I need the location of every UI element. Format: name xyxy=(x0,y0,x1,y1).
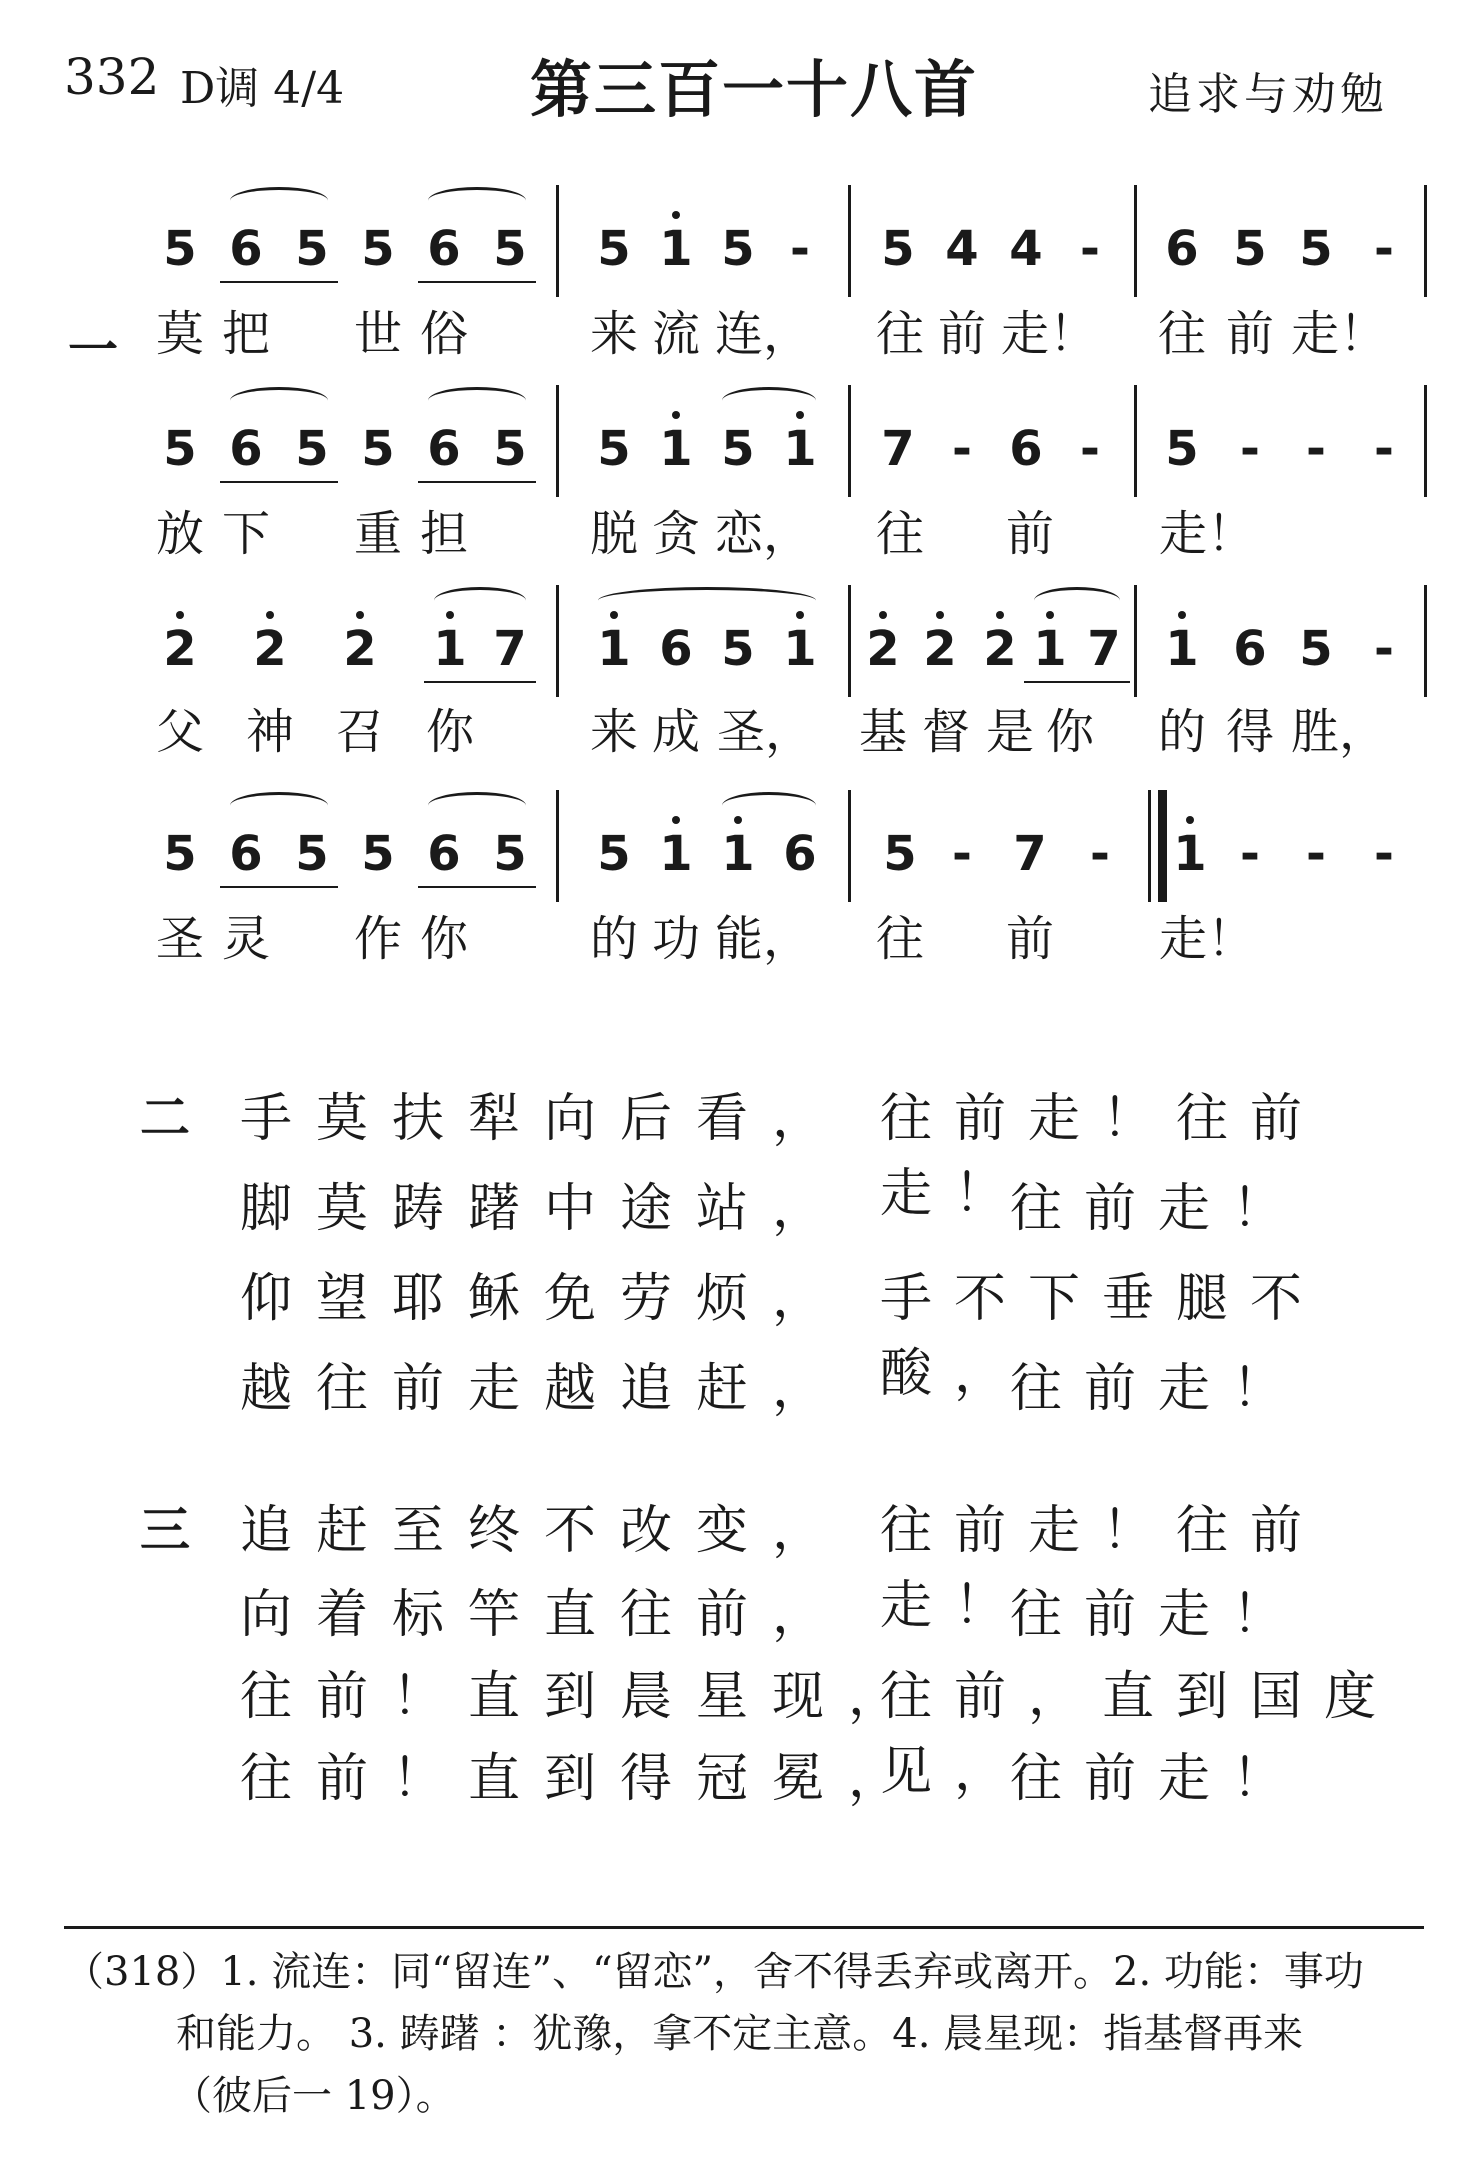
lyric-syllable: 作 xyxy=(353,911,402,967)
lyric-syllable: 放 xyxy=(155,506,204,562)
score-note: 5 xyxy=(163,221,197,277)
lyric-syllable: 贪 xyxy=(651,506,700,562)
lyric-syllable: 召 xyxy=(335,704,384,760)
score-note: 7 xyxy=(881,421,915,477)
score-note: - xyxy=(1374,221,1394,277)
barline xyxy=(556,585,559,697)
lyric-syllable: 胜， xyxy=(1291,704,1388,760)
score-note: 1 xyxy=(651,225,701,273)
lyric-syllable: 下 xyxy=(221,506,270,562)
score-note: 5 xyxy=(1299,221,1333,277)
score-note: - xyxy=(1374,421,1394,477)
score-note: 6 xyxy=(427,221,461,277)
score-note: 6 xyxy=(1009,421,1043,477)
score-note: - xyxy=(1240,826,1260,882)
tie-slur xyxy=(230,187,328,214)
lyric-syllable: 灵 xyxy=(221,911,270,967)
score-note: 1 xyxy=(775,425,825,473)
score-note: 5 xyxy=(721,421,755,477)
score-note: - xyxy=(1080,421,1100,477)
score-note: 5 xyxy=(361,826,395,882)
score-note: 5 xyxy=(295,826,329,882)
score-note: 6 xyxy=(1165,221,1199,277)
score-note: 1 xyxy=(651,425,701,473)
score-note: 7 xyxy=(1013,826,1047,882)
tie-slur xyxy=(428,187,526,214)
lyric-syllable: 恋， xyxy=(715,506,812,562)
barline xyxy=(556,185,559,297)
score-note: 6 xyxy=(1233,621,1267,677)
footnote-divider xyxy=(64,1926,1424,1929)
score-note: 5 xyxy=(881,221,915,277)
lyric-syllable: 父 xyxy=(155,704,204,760)
lyric-syllable: 担 xyxy=(419,506,468,562)
score-note: 5 xyxy=(493,421,527,477)
score-note: 5 xyxy=(597,826,631,882)
barline xyxy=(848,385,851,497)
eighth-note-underline xyxy=(418,481,536,483)
verse-2-line-4-left: 越往前走越追赶， xyxy=(240,1359,849,1419)
lyric-syllable: 脱 xyxy=(589,506,638,562)
score-note: 5 xyxy=(721,221,755,277)
lyric-syllable: 你 xyxy=(419,911,468,967)
score-note: 7 xyxy=(1087,621,1121,677)
lyric-syllable: 得 xyxy=(1225,704,1274,760)
hymn-theme: 追求与劝勉 xyxy=(1148,69,1388,120)
score-note: - xyxy=(1240,421,1260,477)
score-note: 5 xyxy=(295,421,329,477)
score-note: 6 xyxy=(229,421,263,477)
barline xyxy=(1424,185,1427,297)
score-note: 6 xyxy=(427,421,461,477)
lyric-syllable: 重 xyxy=(353,506,402,562)
score-note: 5 xyxy=(597,221,631,277)
lyric-syllable: 把 xyxy=(221,306,270,362)
key-signature: D调 4/4 xyxy=(180,63,345,114)
score-note: 6 xyxy=(783,826,817,882)
lyric-syllable: 往 xyxy=(875,911,924,967)
barline xyxy=(556,790,559,902)
verse-2-line-2-right: 往前走！ xyxy=(1010,1179,1307,1239)
lyric-syllable: 流 xyxy=(651,306,700,362)
lyric-syllable: 走！ xyxy=(1159,911,1256,967)
barline xyxy=(848,585,851,697)
verse-3-line-1-right: 往前走！往前走！ xyxy=(880,1501,1325,1636)
eighth-note-underline xyxy=(220,886,338,888)
lyric-syllable: 前 xyxy=(937,306,986,362)
lyric-syllable: 能， xyxy=(715,911,812,967)
lyric-syllable: 前 xyxy=(1005,911,1054,967)
lyric-syllable: 的 xyxy=(589,911,638,967)
score-note: 6 xyxy=(229,221,263,277)
score-note: 1 xyxy=(425,625,475,673)
verse-3-line-2-right: 往前走！ xyxy=(1010,1585,1307,1645)
lyric-syllable: 走！ xyxy=(1291,306,1388,362)
score-note: - xyxy=(1374,826,1394,882)
barline xyxy=(1134,185,1137,297)
score-note: 2 xyxy=(155,625,205,673)
score-note: 1 xyxy=(775,625,825,673)
tie-slur xyxy=(598,587,816,614)
barline xyxy=(1424,585,1427,697)
barline xyxy=(1424,385,1427,497)
score-note: 6 xyxy=(229,826,263,882)
verse-3-line-4-left: 往前！直到得冠冕， xyxy=(240,1749,925,1809)
score-note: 5 xyxy=(1165,421,1199,477)
score-note: 5 xyxy=(597,421,631,477)
tie-slur xyxy=(722,792,816,819)
tie-slur xyxy=(428,387,526,414)
barline xyxy=(1134,385,1137,497)
verse-2-label: 二 xyxy=(140,1089,190,1147)
eighth-note-underline xyxy=(418,281,536,283)
tie-slur xyxy=(230,792,328,819)
score-note: 1 xyxy=(1025,625,1075,673)
score-note: 5 xyxy=(493,221,527,277)
verse-2-line-1-right: 往前走！往前走！ xyxy=(880,1089,1325,1224)
footnote-line-2: 和能力。 3. 踌躇 ：犹豫，拿不定主意。4. 晨星现：指基督再来 xyxy=(176,2011,1304,2057)
tie-slur xyxy=(1034,587,1120,614)
barline xyxy=(848,185,851,297)
score-note: - xyxy=(1090,826,1110,882)
lyric-syllable: 神 xyxy=(245,704,294,760)
score-note: - xyxy=(1306,421,1326,477)
lyric-syllable: 俗 xyxy=(419,306,468,362)
lyric-syllable: 圣 xyxy=(155,911,204,967)
score-note: 2 xyxy=(975,625,1025,673)
verse-2-line-2-left: 脚莫踌躇中途站， xyxy=(240,1179,849,1239)
score-note: 5 xyxy=(361,221,395,277)
lyric-syllable: 是 xyxy=(985,704,1034,760)
final-barline-thick xyxy=(1158,790,1167,902)
score-note: 5 xyxy=(163,421,197,477)
verse-2-line-3-left: 仰望耶稣免劳烦， xyxy=(240,1269,849,1329)
lyric-syllable: 基 xyxy=(858,704,907,760)
score-note: 7 xyxy=(493,621,527,677)
verse-2-line-4-right: 往前走！ xyxy=(1010,1359,1307,1419)
score-note: 2 xyxy=(915,625,965,673)
eighth-note-underline xyxy=(220,481,338,483)
verse-3-line-3-left: 往前！直到晨星现， xyxy=(240,1667,925,1727)
score-note: 1 xyxy=(1165,830,1215,878)
score-note: - xyxy=(1374,621,1394,677)
lyric-syllable: 前 xyxy=(1005,506,1054,562)
lyric-syllable: 走！ xyxy=(1001,306,1098,362)
verse-1-label: 一 xyxy=(68,321,118,379)
score-note: 5 xyxy=(361,421,395,477)
eighth-note-underline xyxy=(1024,681,1130,683)
score-note: 5 xyxy=(721,621,755,677)
score-note: 5 xyxy=(1233,221,1267,277)
lyric-syllable: 圣， xyxy=(717,704,814,760)
score-note: 2 xyxy=(245,625,295,673)
score-note: 6 xyxy=(427,826,461,882)
verse-2-line-1-left: 手莫扶犁向后看， xyxy=(240,1089,849,1149)
lyric-syllable: 往 xyxy=(875,506,924,562)
score-note: - xyxy=(1306,826,1326,882)
footnote-line-1: （318）1. 流连：同“留连”、“留恋”，舍不得丢弃或离开。2. 功能：事功 xyxy=(64,1949,1364,1995)
score-note: 5 xyxy=(163,826,197,882)
tie-slur xyxy=(230,387,328,414)
lyric-syllable: 你 xyxy=(1045,704,1094,760)
tie-slur xyxy=(722,387,816,414)
score-note: 1 xyxy=(589,625,639,673)
lyric-syllable: 督 xyxy=(921,704,970,760)
verse-3-label: 三 xyxy=(140,1501,190,1559)
lyric-syllable: 功 xyxy=(651,911,700,967)
score-note: - xyxy=(790,221,810,277)
lyric-syllable: 走！ xyxy=(1159,506,1256,562)
barline xyxy=(1134,585,1137,697)
score-note: 5 xyxy=(493,826,527,882)
score-note: - xyxy=(952,826,972,882)
eighth-note-underline xyxy=(220,281,338,283)
lyric-syllable: 前 xyxy=(1225,306,1274,362)
tie-slur xyxy=(428,792,526,819)
score-note: 1 xyxy=(713,830,763,878)
lyric-syllable: 的 xyxy=(1157,704,1206,760)
lyric-syllable: 往 xyxy=(875,306,924,362)
barline xyxy=(556,385,559,497)
score-note: 5 xyxy=(1299,621,1333,677)
score-note: 6 xyxy=(659,621,693,677)
verse-3-line-4-right: 往前走！ xyxy=(1010,1749,1307,1809)
lyric-syllable: 来 xyxy=(589,306,638,362)
lyric-syllable: 你 xyxy=(425,704,474,760)
lyric-syllable: 往 xyxy=(1157,306,1206,362)
score-note: 2 xyxy=(858,625,908,673)
score-note: - xyxy=(952,421,972,477)
score-note: 1 xyxy=(1157,625,1207,673)
hymn-number: 332 xyxy=(64,48,160,106)
score-note: 2 xyxy=(335,625,385,673)
lyric-syllable: 世 xyxy=(353,306,402,362)
final-barline xyxy=(1148,790,1151,902)
tie-slur xyxy=(434,587,526,614)
score-note: 4 xyxy=(945,221,979,277)
eighth-note-underline xyxy=(418,886,536,888)
verse-2-line-3-right: 手不下垂腿不酸， xyxy=(880,1269,1325,1404)
score-note: 5 xyxy=(295,221,329,277)
score-note: 4 xyxy=(1009,221,1043,277)
verse-3-line-3-right: 往前，直到国度见， xyxy=(880,1667,1399,1802)
lyric-syllable: 莫 xyxy=(155,306,204,362)
hymn-title: 第三百一十八首 xyxy=(530,53,979,126)
lyric-syllable: 连， xyxy=(715,306,812,362)
eighth-note-underline xyxy=(424,681,536,683)
footnote-line-3: （彼后一 19）。 xyxy=(172,2073,456,2119)
score-note: 5 xyxy=(883,826,917,882)
score-note: 1 xyxy=(651,830,701,878)
lyric-syllable: 成 xyxy=(651,704,700,760)
verse-3-line-2-left: 向着标竿直往前， xyxy=(240,1585,849,1645)
verse-3-line-1-left: 追赶至终不改变， xyxy=(240,1501,849,1561)
lyric-syllable: 来 xyxy=(589,704,638,760)
score-note: - xyxy=(1080,221,1100,277)
barline xyxy=(848,790,851,902)
